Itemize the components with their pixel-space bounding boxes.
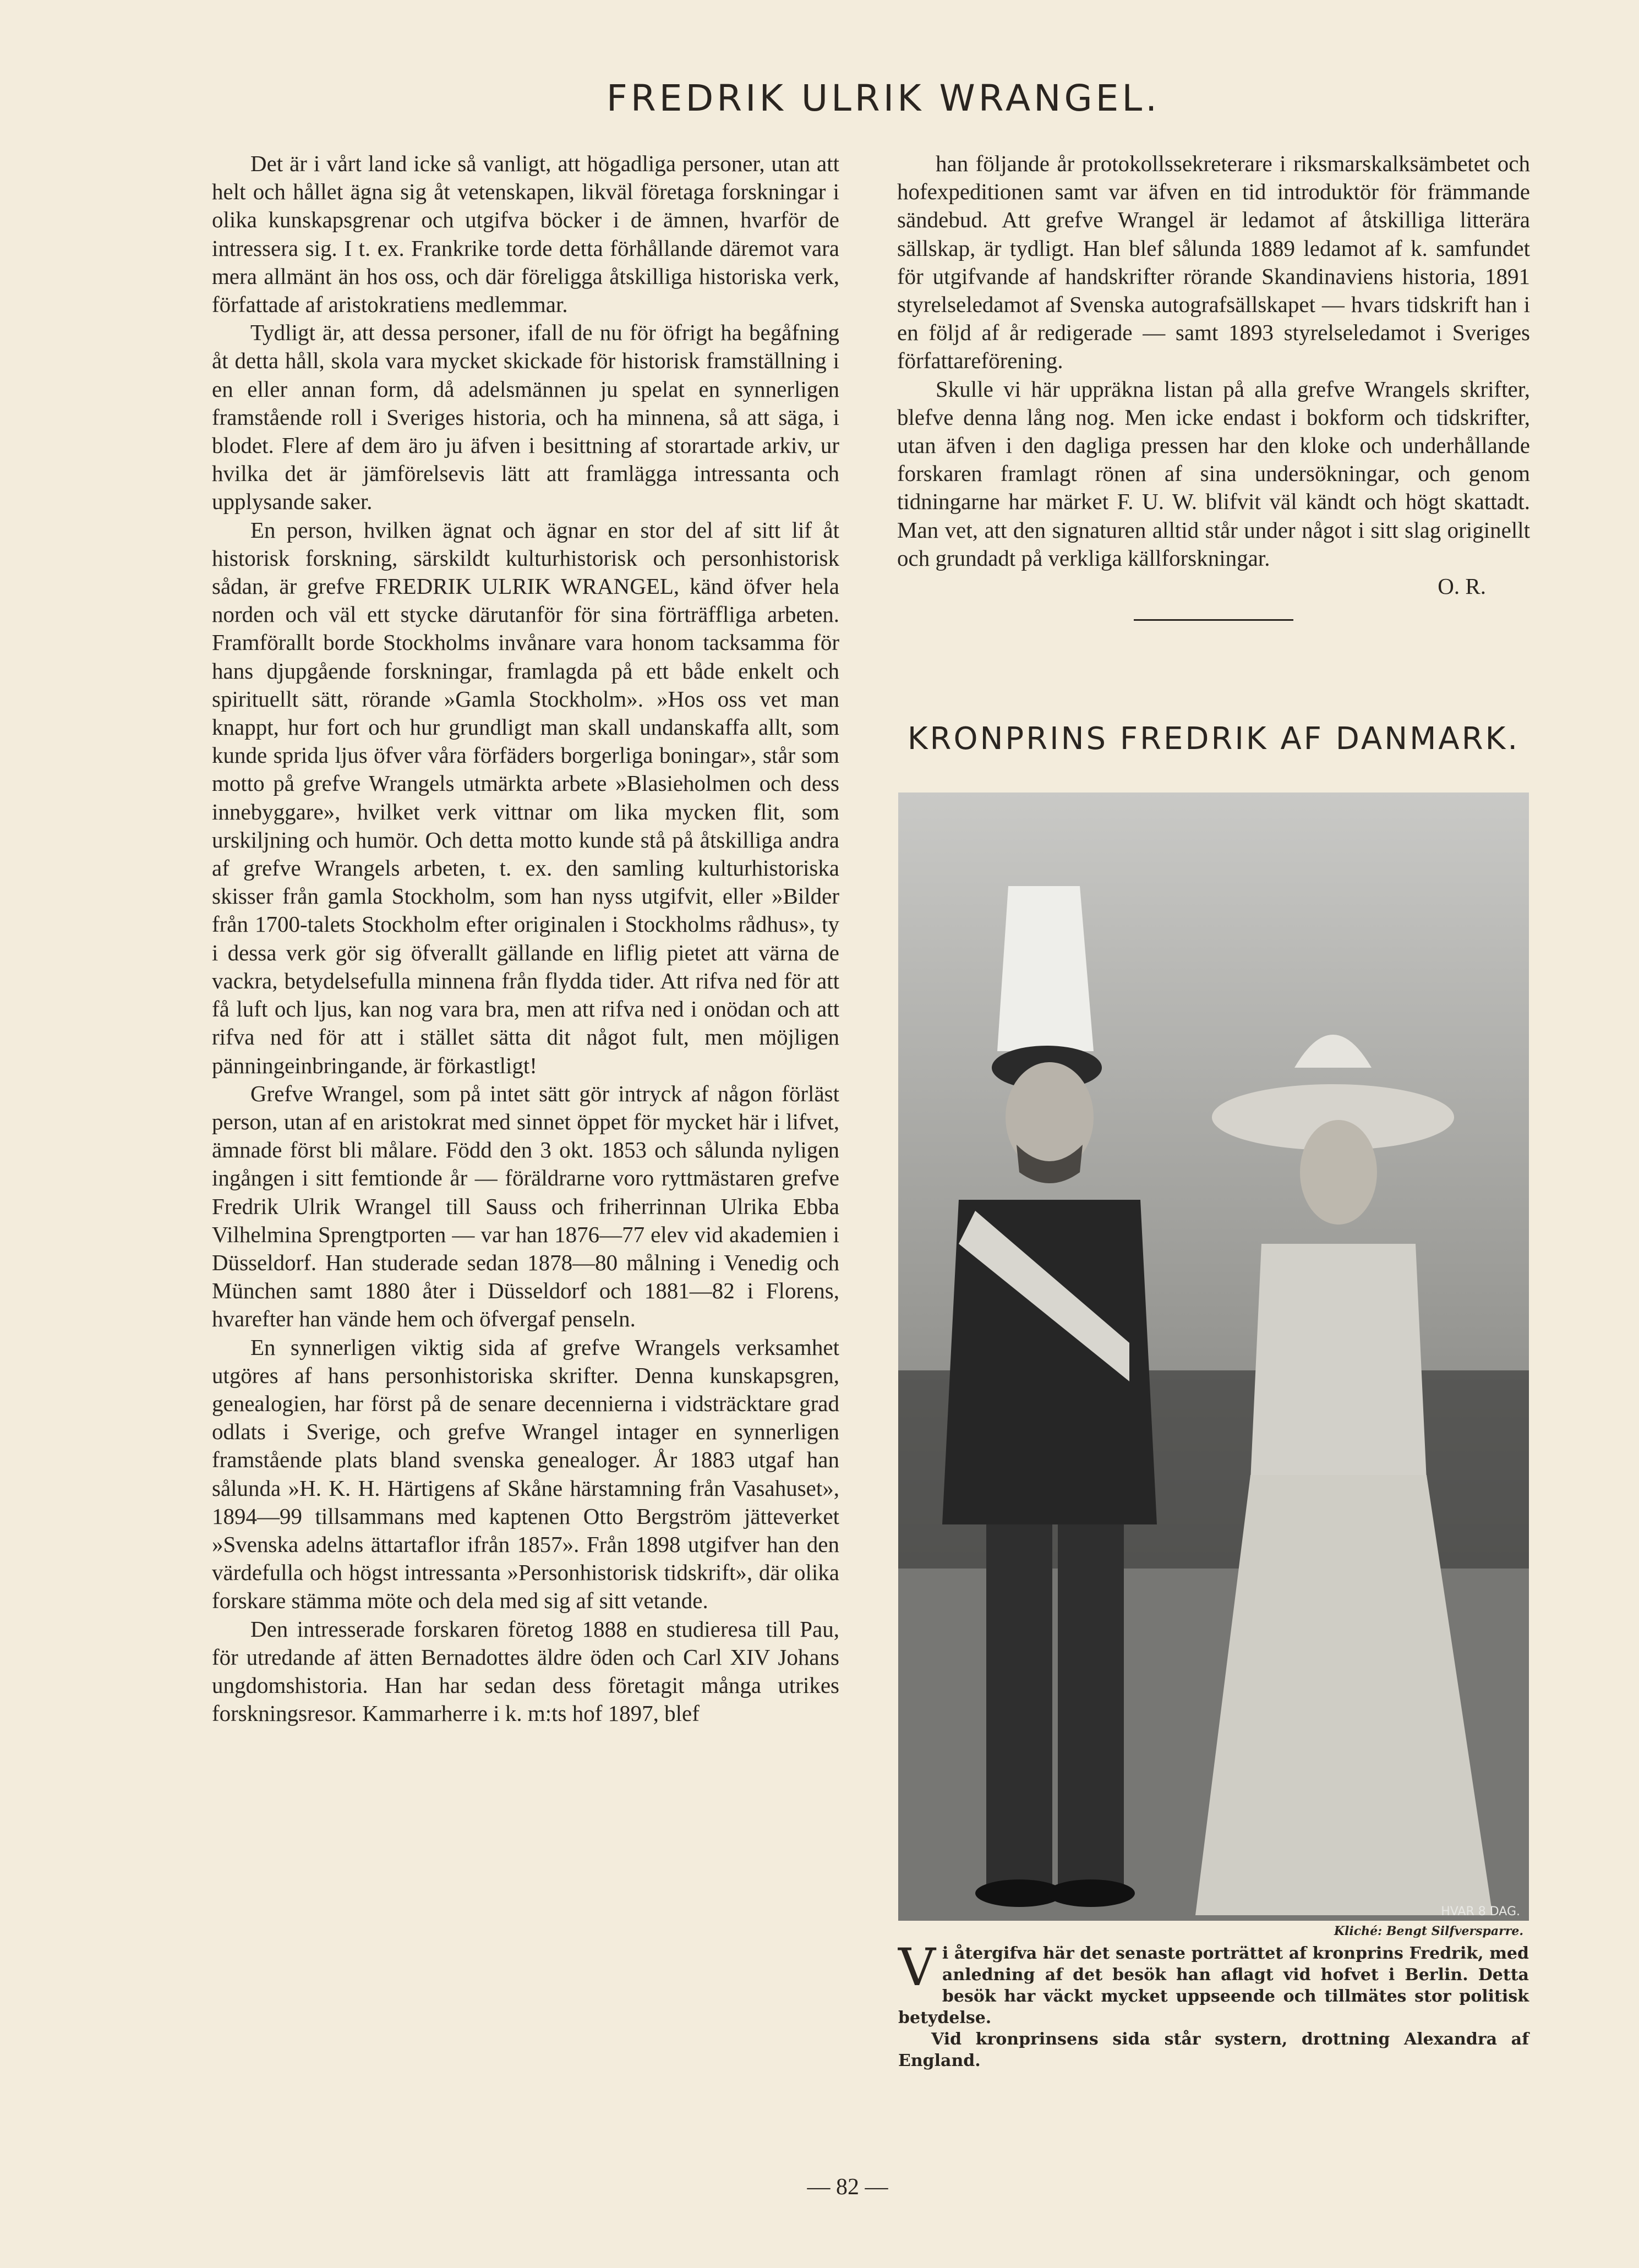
photo-caption [898,1938,1529,2072]
paragraph: Den intresserade forskaren företog 1888 en studieresa till Pau, för utredande af ätten Bernadottes äldre öden och Carl XIV Johans ungdomshistoria. Han har sedan dess företagit många utrikes forskningsresor. Kammarherre i k. m:ts hof 1897, blef [212,1616,839,1726]
paragraph: En person, hvilken ägnat och ägnar en stor del af sitt lif åt historisk forskning, särskildt kulturhistorisk och personhistorisk sådan, är grefve FREDRIK ULRIK WRANGEL, känd öfver hela norden och väl ett stycke därutanför för sina förträffliga arbeten. Framförallt borde Stockholms invånare vara honom tacksamma för hans djupgående forskningar, framlagda på ett både enkelt och spirituellt sätt, rörande »Gamla Stockholm». »Hos oss vet man knappt, hur fort och hur grundligt man skall undanskaffa allt, som kunde sprida ljus öfver våra förfäders borgerliga boningar», står som motto på grefve Wrangels utmärkta arbete »Blasieholmen och dess innebyggare», hvilket verk vittnar om lika mycken flit, som urskiljning och humör. Och detta motto kunde stå på åtskilliga andra af grefve Wrangels arbeten, t. ex. den samling kulturhistoriska skisser från gamla Stockholm, som han nyss utgifvit, eller »Bilder från 1700-talets Stockholm efter originalen i Stockholms rådhus», ty i dessa verk gör sig öfverallt gällande en liflig pietet att värna de vackra, betydelsefulla minnena från flydda tider. Att rifva ned för att få luft och ljus, kan nog vara bra, men att rifva ned i onödan och att rifva ned för att i stället sätta dit något fult, men möjligen pänningeinbringande, är förkastligt! [212,517,839,1078]
paragraph: En synnerligen viktig sida af grefve Wrangels verksamhet utgöres af hans personhistoriska skrifter. Denna kunskapsgren, genealogien, har först på de senare decennierna i vidsträcktare grad odlats i Sverige, och grefve Wrangel intager en synnerligen framstående plats bland svenska genealoger. År 1883 utgaf han sålunda »H. K. H. Härtigens af Skåne härstamning från Vasahuset», 1894—99 tillsammans med kaptenen Otto Bergström jätteverket »Svenska adelns ättartaflor ifrån 1857». Från 1898 utgifver han den värdefulla och högst intressanta »Personhistorisk tidskrift», där olika forskare stämma möte och dela med sig af sitt vetande. [212,1334,839,1614]
caption-text: i återgifva här det senaste porträttet af kronprins Fredrik, med anledning af det besök han aflagt vid hofvet i Berlin. Detta besök har väckt mycket uppseende och tillmätes stor politisk betydelse. [898,1944,1529,2027]
paragraph: Tydligt är, att dessa personer, ifall de nu för öfrigt ha begåfning åt detta håll, skola vara mycket skickade för historisk framställning i en eller annan form, då adelsmännen ju spelat en synnerligen framstående roll i Sveriges historia, och ha minnena, så att säga, i blodet. Flere af dem äro ju äfven i besittning af storartade arkiv, ur hvilka det är jämförelsevis lätt att framlägga intressanta och upplysande saker. [212,320,839,515]
paragraph: Det är i vårt land icke så vanligt, att högadliga personer, utan att helt och hållet ägna sig åt vetenskapen, likväl företaga forskningar i olika kunskapsgrenar och utgifva böcker i de ämnen, hvarför de intressera sig. I t. ex. Frankrike torde detta förhållande däremot vara mera allmänt än hos oss, och där föreligga åtskilliga historiska verk, författade af aristokratiens medlemmar. [212,151,839,318]
section-title: KRONPRINS FREDRIK AF DANMARK. [907,721,1520,757]
page-title: FREDRIK ULRIK WRANGEL. [606,77,1161,119]
portrait-photograph [898,793,1529,1921]
paragraph: Grefve Wrangel, som på intet sätt gör intryck af någon förläst person, utan af en aristokrat med sinnet öppet för mycket här i lifvet, ämnade först bli målare. Född den 3 okt. 1853 och sålunda nyligen ingången i sitt femtionde år — föräldrarne voro ryttmästaren grefve Fredrik Ulrik Wrangel till Sauss och friherrinnan Ulrika Ebba Vilhelmina Sprengtporten — var han 1876—77 elev vid akademien i Düsseldorf. Han studerade sedan 1878—80 målning i Venedig och München samt 1880 åter i Düsseldorf och 1881—82 i Florens, hvarefter han vände hem och öfvergaf penseln. [212,1080,839,1332]
paragraph: han följande år protokollssekreterare i riksmarskalksämbetet och hofexpeditionen samt var äfven en tid introduktör för främmande sändebud. Att grefve Wrangel är ledamot af åtskilliga litterära sällskap, är tydligt. Han blef sålunda 1889 ledamot af k. samfundet för utgifvande af handskrifter rörande Skandinaviens historia, 1891 styrelseledamot af Svenska autografsällskapet — hvars tidskrift han i en följd af år redigerade — samt 1893 styrelseledamot i Sveriges författareförening. [897,151,1530,374]
section-divider [1134,619,1293,621]
article-right-column [897,150,1530,621]
author-signature: O. R. [1438,573,1486,599]
engraver-credit: Kliché: Bengt Silfversparre. [1334,1924,1523,1938]
caption-dropcap: V [898,1938,936,1998]
photo-credit-stamp: HVAR 8 DAG. [1441,1905,1520,1919]
page-number: — 82 — [807,2174,888,2200]
article-left-column [212,150,839,1728]
paragraph: Skulle vi här uppräkna listan på alla grefve Wrangels skrifter, blefve denna lång nog. Men icke endast i bokform och tidskrifter, utan äfven i den dagliga pressen har den kloke och underhållande forskaren framlagt rönen af sina undersökningar, och genom tidningarne har märket F. U. W. blifvit väl kändt och högt skattadt. Man vet, att den signaturen alltid står under något i sitt slag originellt och grundadt på verkliga källforskningar. [897,376,1530,571]
caption-text-2: Vid kronprinsens sida står systern, drottning Alexandra af England. [898,2030,1529,2070]
